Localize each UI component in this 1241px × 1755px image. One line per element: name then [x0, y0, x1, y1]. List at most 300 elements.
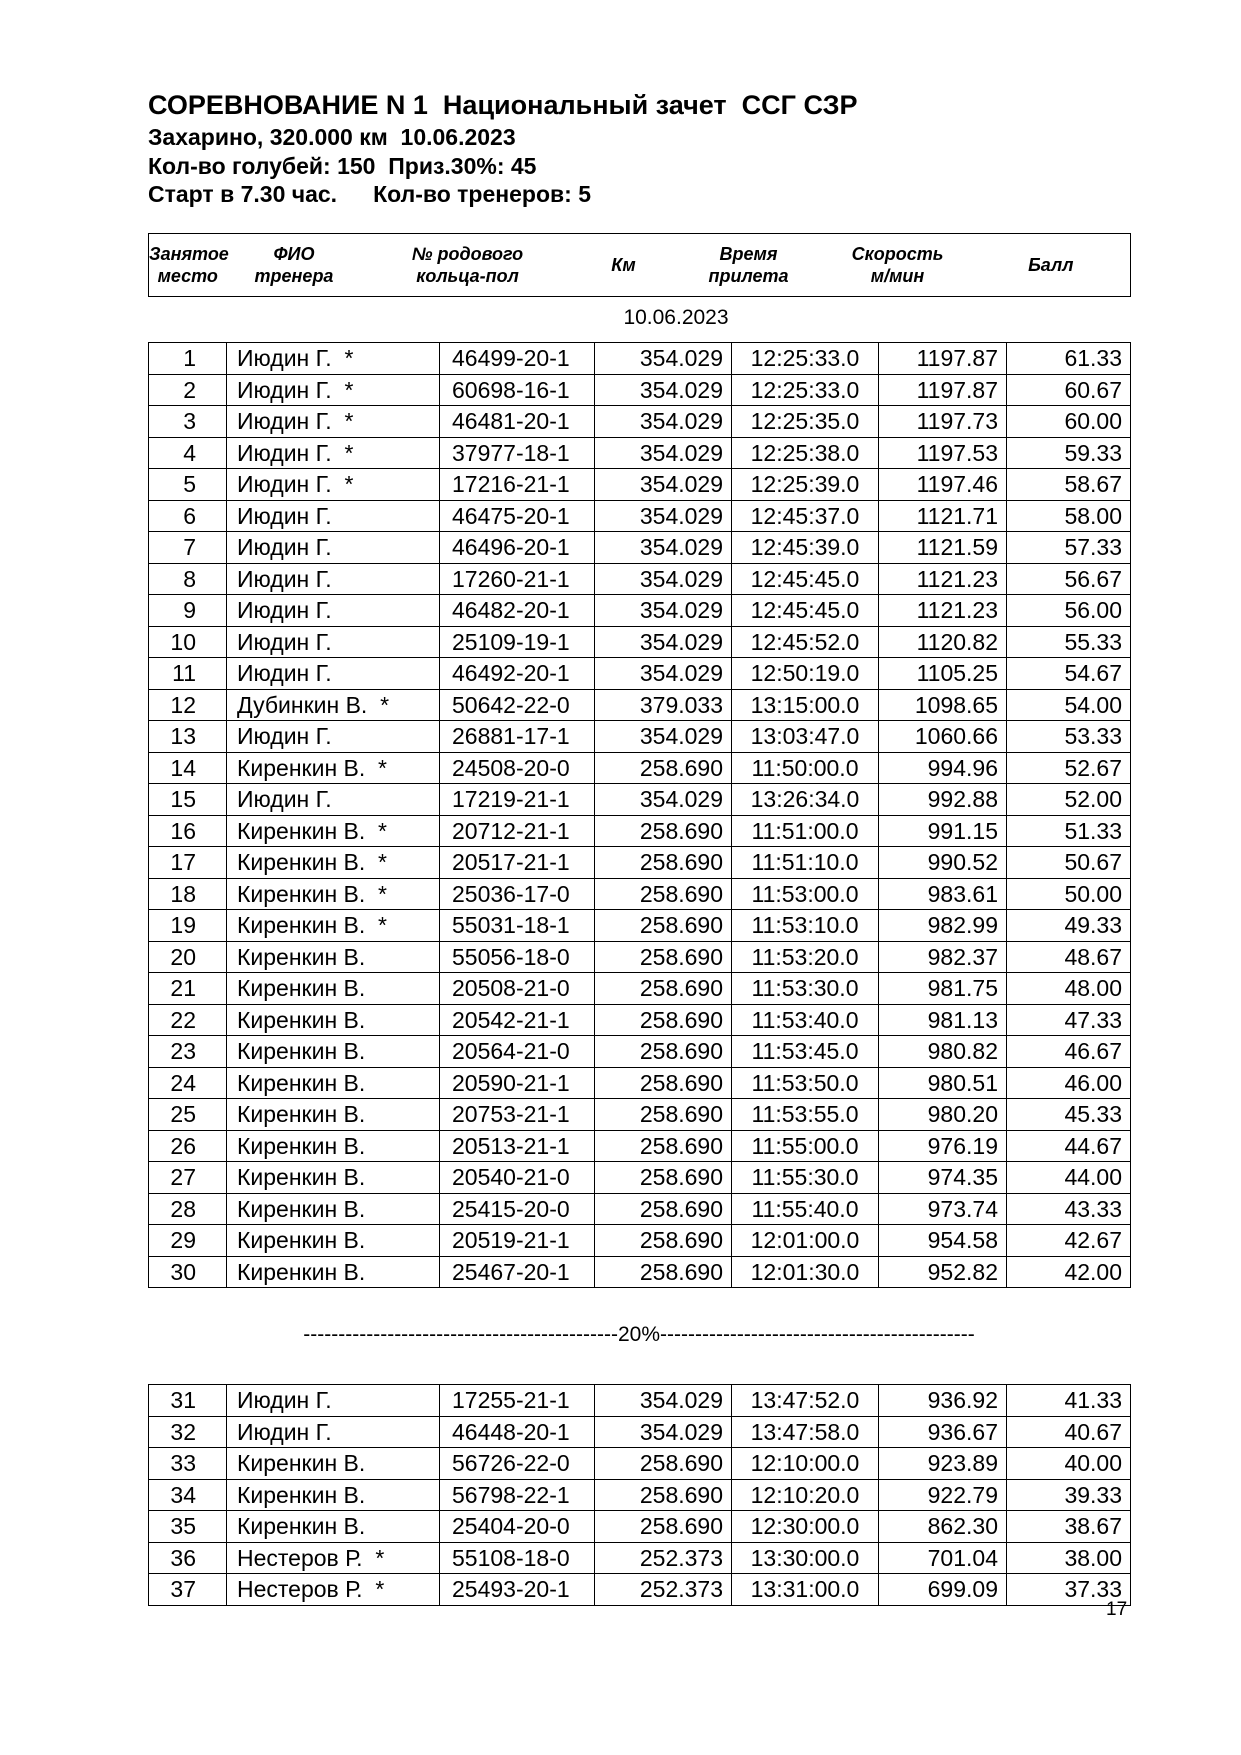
cell-place: 25 — [149, 1099, 227, 1131]
cell-score: 39.33 — [1007, 1479, 1131, 1511]
cell-km: 258.690 — [595, 1256, 732, 1288]
cell-speed: 952.82 — [879, 1256, 1007, 1288]
cell-speed: 991.15 — [879, 815, 1007, 847]
cell-arrival-time: 13:47:58.0 — [732, 1416, 879, 1448]
cell-speed: 1120.82 — [879, 626, 1007, 658]
cell-arrival-time: 12:45:52.0 — [732, 626, 879, 658]
cell-arrival-time: 13:26:34.0 — [732, 784, 879, 816]
cell-km: 258.690 — [595, 1036, 732, 1068]
cell-arrival-time: 12:10:00.0 — [732, 1448, 879, 1480]
location-line: Захарино, 320.000 км 10.06.2023 — [148, 124, 516, 150]
cell-place: 20 — [149, 941, 227, 973]
table-row — [149, 910, 1131, 942]
cell-ring: 46496-20-1 — [440, 532, 595, 564]
cell-ring: 20712-21-1 — [440, 815, 595, 847]
cell-trainer: Июдин Г. * — [227, 343, 440, 375]
table-row — [149, 878, 1131, 910]
cell-ring: 17219-21-1 — [440, 784, 595, 816]
cell-place: 6 — [149, 500, 227, 532]
table-row — [149, 1036, 1131, 1068]
table-row — [149, 689, 1131, 721]
cell-place: 36 — [149, 1542, 227, 1574]
table-row — [149, 973, 1131, 1005]
cell-place: 7 — [149, 532, 227, 564]
cell-score: 53.33 — [1007, 721, 1131, 753]
cell-score: 58.67 — [1007, 469, 1131, 501]
cell-ring: 46475-20-1 — [440, 500, 595, 532]
cell-speed: 1121.23 — [879, 563, 1007, 595]
cell-speed: 862.30 — [879, 1511, 1007, 1543]
cell-place: 37 — [149, 1574, 227, 1606]
cell-trainer: Июдин Г. — [227, 626, 440, 658]
cell-arrival-time: 12:45:37.0 — [732, 500, 879, 532]
cell-speed: 923.89 — [879, 1448, 1007, 1480]
cell-arrival-time: 11:51:10.0 — [732, 847, 879, 879]
cell-speed: 1197.87 — [879, 343, 1007, 375]
cell-arrival-time: 11:53:10.0 — [732, 910, 879, 942]
cell-trainer: Июдин Г. * — [227, 374, 440, 406]
table-row — [149, 1542, 1131, 1574]
cell-arrival-time: 11:55:00.0 — [732, 1130, 879, 1162]
table-row — [149, 815, 1131, 847]
table-row — [149, 1416, 1131, 1448]
cell-speed: 1197.53 — [879, 437, 1007, 469]
cell-arrival-time: 12:25:39.0 — [732, 469, 879, 501]
cell-score: 37.33 — [1007, 1574, 1131, 1606]
cell-arrival-time: 13:47:52.0 — [732, 1385, 879, 1417]
cell-km: 354.029 — [595, 595, 732, 627]
cell-km: 252.373 — [595, 1542, 732, 1574]
cell-speed: 981.13 — [879, 1004, 1007, 1036]
table-row — [149, 374, 1131, 406]
cell-trainer: Киренкин В. — [227, 1162, 440, 1194]
table-row — [149, 721, 1131, 753]
cell-arrival-time: 12:45:39.0 — [732, 532, 879, 564]
cell-score: 43.33 — [1007, 1193, 1131, 1225]
cell-arrival-time: 12:25:33.0 — [732, 343, 879, 375]
cell-ring: 55031-18-1 — [440, 910, 595, 942]
cell-score: 56.67 — [1007, 563, 1131, 595]
cell-place: 30 — [149, 1256, 227, 1288]
cell-ring: 17260-21-1 — [440, 563, 595, 595]
cell-trainer: Киренкин В. * — [227, 910, 440, 942]
cell-arrival-time: 12:45:45.0 — [732, 563, 879, 595]
cell-ring: 20542-21-1 — [440, 1004, 595, 1036]
cell-place: 21 — [149, 973, 227, 1005]
cell-speed: 1197.73 — [879, 406, 1007, 438]
cell-ring: 20508-21-0 — [440, 973, 595, 1005]
cell-km: 258.690 — [595, 1193, 732, 1225]
cell-trainer: Нестеров Р. * — [227, 1542, 440, 1574]
cell-place: 5 — [149, 469, 227, 501]
cell-place: 35 — [149, 1511, 227, 1543]
cell-speed: 976.19 — [879, 1130, 1007, 1162]
cell-km: 354.029 — [595, 500, 732, 532]
cell-speed: 973.74 — [879, 1193, 1007, 1225]
cell-score: 48.00 — [1007, 973, 1131, 1005]
cell-km: 258.690 — [595, 1099, 732, 1131]
cell-km: 258.690 — [595, 878, 732, 910]
cell-arrival-time: 11:51:00.0 — [732, 815, 879, 847]
cell-ring: 46499-20-1 — [440, 343, 595, 375]
cell-km: 258.690 — [595, 1448, 732, 1480]
table-row — [149, 1099, 1131, 1131]
cell-score: 52.67 — [1007, 752, 1131, 784]
cell-km: 258.690 — [595, 973, 732, 1005]
cell-place: 32 — [149, 1416, 227, 1448]
table-row — [149, 1256, 1131, 1288]
cell-ring: 20519-21-1 — [440, 1225, 595, 1257]
start-line — [148, 183, 591, 206]
cell-ring: 46482-20-1 — [440, 595, 595, 627]
cell-place: 33 — [149, 1448, 227, 1480]
cell-arrival-time: 11:55:40.0 — [732, 1193, 879, 1225]
cell-km: 258.690 — [595, 1225, 732, 1257]
cell-arrival-time: 12:25:33.0 — [732, 374, 879, 406]
cell-score: 40.67 — [1007, 1416, 1131, 1448]
cell-score: 60.00 — [1007, 406, 1131, 438]
cell-score: 52.00 — [1007, 784, 1131, 816]
cell-score: 44.67 — [1007, 1130, 1131, 1162]
cell-speed: 980.51 — [879, 1067, 1007, 1099]
cell-km: 258.690 — [595, 847, 732, 879]
cell-speed: 990.52 — [879, 847, 1007, 879]
results-table-bottom — [148, 1384, 1131, 1606]
table-row — [149, 626, 1131, 658]
cell-trainer: Киренкин В. — [227, 1130, 440, 1162]
cell-trainer: Киренкин В. * — [227, 847, 440, 879]
cell-arrival-time: 13:03:47.0 — [732, 721, 879, 753]
cell-arrival-time: 12:50:19.0 — [732, 658, 879, 690]
cell-place: 3 — [149, 406, 227, 438]
cell-ring: 24508-20-0 — [440, 752, 595, 784]
cell-speed: 1121.23 — [879, 595, 1007, 627]
page-number: 17 — [1106, 1599, 1128, 1620]
cell-trainer: Дубинкин В. * — [227, 689, 440, 721]
cell-place: 4 — [149, 437, 227, 469]
cell-place: 8 — [149, 563, 227, 595]
cell-ring: 25415-20-0 — [440, 1193, 595, 1225]
cell-km: 258.690 — [595, 910, 732, 942]
cell-km: 354.029 — [595, 658, 732, 690]
cell-ring: 46448-20-1 — [440, 1416, 595, 1448]
cell-speed: 981.75 — [879, 973, 1007, 1005]
cell-trainer: Июдин Г. — [227, 721, 440, 753]
cell-trainer: Киренкин В. — [227, 1448, 440, 1480]
cell-ring: 26881-17-1 — [440, 721, 595, 753]
header-name: ФИО тренера — [254, 244, 334, 286]
header-ring: № родового кольца-пол — [411, 244, 524, 286]
cell-arrival-time: 12:10:20.0 — [732, 1479, 879, 1511]
cell-ring: 46492-20-1 — [440, 658, 595, 690]
cell-trainer: Июдин Г. — [227, 1385, 440, 1417]
cell-trainer: Киренкин В. — [227, 1225, 440, 1257]
cell-ring: 55056-18-0 — [440, 941, 595, 973]
cell-km: 258.690 — [595, 1130, 732, 1162]
cell-ring: 55108-18-0 — [440, 1542, 595, 1574]
cell-score: 57.33 — [1007, 532, 1131, 564]
cell-place: 31 — [149, 1385, 227, 1417]
cell-ring: 37977-18-1 — [440, 437, 595, 469]
cell-trainer: Киренкин В. — [227, 1511, 440, 1543]
flight-date: 10.06.2023 — [623, 306, 729, 329]
cell-score: 44.00 — [1007, 1162, 1131, 1194]
cell-speed: 922.79 — [879, 1479, 1007, 1511]
cell-trainer: Июдин Г. * — [227, 406, 440, 438]
cell-trainer: Киренкин В. — [227, 1004, 440, 1036]
start-time: Старт в 7.30 час. — [148, 181, 338, 207]
cell-trainer: Июдин Г. * — [227, 437, 440, 469]
cell-km: 354.029 — [595, 532, 732, 564]
cell-score: 61.33 — [1007, 343, 1131, 375]
cell-place: 27 — [149, 1162, 227, 1194]
cell-ring: 17216-21-1 — [440, 469, 595, 501]
cell-km: 354.029 — [595, 626, 732, 658]
cell-speed: 1121.59 — [879, 532, 1007, 564]
cell-speed: 936.92 — [879, 1385, 1007, 1417]
cell-score: 46.67 — [1007, 1036, 1131, 1068]
cell-score: 47.33 — [1007, 1004, 1131, 1036]
cell-speed: 701.04 — [879, 1542, 1007, 1574]
table-row — [149, 532, 1131, 564]
cell-speed: 1060.66 — [879, 721, 1007, 753]
cell-arrival-time: 11:53:50.0 — [732, 1067, 879, 1099]
table-row — [149, 1574, 1131, 1606]
cell-trainer: Киренкин В. * — [227, 815, 440, 847]
cell-km: 258.690 — [595, 1067, 732, 1099]
cell-trainer: Июдин Г. — [227, 532, 440, 564]
cell-place: 12 — [149, 689, 227, 721]
cell-arrival-time: 12:30:00.0 — [732, 1511, 879, 1543]
cell-km: 354.029 — [595, 437, 732, 469]
cell-km: 258.690 — [595, 815, 732, 847]
cell-ring: 60698-16-1 — [440, 374, 595, 406]
cell-speed: 983.61 — [879, 878, 1007, 910]
cell-km: 258.690 — [595, 1004, 732, 1036]
cell-km: 354.029 — [595, 721, 732, 753]
cell-arrival-time: 12:45:45.0 — [732, 595, 879, 627]
cell-arrival-time: 12:25:38.0 — [732, 437, 879, 469]
cell-place: 19 — [149, 910, 227, 942]
table-row — [149, 437, 1131, 469]
cell-speed: 954.58 — [879, 1225, 1007, 1257]
cell-trainer: Июдин Г. — [227, 500, 440, 532]
table-row — [149, 500, 1131, 532]
results-table-header — [148, 233, 1131, 297]
cell-km: 258.690 — [595, 1162, 732, 1194]
cell-trainer: Июдин Г. — [227, 595, 440, 627]
cell-km: 354.029 — [595, 1416, 732, 1448]
cell-km: 258.690 — [595, 752, 732, 784]
cell-ring: 20753-21-1 — [440, 1099, 595, 1131]
header-score: Балл — [972, 234, 1131, 297]
cell-trainer: Июдин Г. * — [227, 469, 440, 501]
cell-speed: 994.96 — [879, 752, 1007, 784]
cell-trainer: Киренкин В. — [227, 1479, 440, 1511]
table-row — [149, 1225, 1131, 1257]
table-row — [149, 343, 1131, 375]
cell-ring: 56726-22-0 — [440, 1448, 595, 1480]
cell-speed: 699.09 — [879, 1574, 1007, 1606]
results-table-top — [148, 342, 1131, 1288]
cell-score: 54.00 — [1007, 689, 1131, 721]
table-row — [149, 563, 1131, 595]
cell-place: 29 — [149, 1225, 227, 1257]
cell-place: 15 — [149, 784, 227, 816]
cell-ring: 56798-22-1 — [440, 1479, 595, 1511]
cell-trainer: Нестеров Р. * — [227, 1574, 440, 1606]
table-row — [149, 1479, 1131, 1511]
cell-speed: 1197.46 — [879, 469, 1007, 501]
table-row — [149, 1448, 1131, 1480]
table-row — [149, 847, 1131, 879]
competition-title: СОРЕВНОВАНИЕ N 1 Национальный зачет ССГ СЗР — [148, 90, 858, 120]
cell-trainer: Июдин Г. — [227, 563, 440, 595]
cell-place: 17 — [149, 847, 227, 879]
cell-place: 10 — [149, 626, 227, 658]
cell-place: 9 — [149, 595, 227, 627]
cell-score: 60.67 — [1007, 374, 1131, 406]
cell-score: 49.33 — [1007, 910, 1131, 942]
cell-speed: 982.37 — [879, 941, 1007, 973]
cell-ring: 20564-21-0 — [440, 1036, 595, 1068]
cell-km: 354.029 — [595, 784, 732, 816]
cell-arrival-time: 13:15:00.0 — [732, 689, 879, 721]
cell-arrival-time: 11:53:55.0 — [732, 1099, 879, 1131]
cell-km: 354.029 — [595, 563, 732, 595]
cell-place: 24 — [149, 1067, 227, 1099]
cell-km: 354.029 — [595, 469, 732, 501]
cell-km: 258.690 — [595, 1479, 732, 1511]
cell-score: 55.33 — [1007, 626, 1131, 658]
cell-trainer: Киренкин В. * — [227, 878, 440, 910]
cell-ring: 25493-20-1 — [440, 1574, 595, 1606]
cell-arrival-time: 11:53:30.0 — [732, 973, 879, 1005]
cell-arrival-time: 12:01:00.0 — [732, 1225, 879, 1257]
cell-speed: 982.99 — [879, 910, 1007, 942]
table-row — [149, 752, 1131, 784]
cell-trainer: Киренкин В. * — [227, 752, 440, 784]
cell-speed: 992.88 — [879, 784, 1007, 816]
cell-place: 22 — [149, 1004, 227, 1036]
cell-score: 42.67 — [1007, 1225, 1131, 1257]
cell-ring: 20540-21-0 — [440, 1162, 595, 1194]
header-place: Занятое место — [149, 234, 227, 297]
header-time: Время прилета — [708, 244, 789, 286]
cell-km: 354.029 — [595, 406, 732, 438]
cell-arrival-time: 11:53:45.0 — [732, 1036, 879, 1068]
cell-km: 379.033 — [595, 689, 732, 721]
table-row — [149, 1193, 1131, 1225]
cell-arrival-time: 13:31:00.0 — [732, 1574, 879, 1606]
cell-score: 48.67 — [1007, 941, 1131, 973]
cell-speed: 980.20 — [879, 1099, 1007, 1131]
cell-score: 45.33 — [1007, 1099, 1131, 1131]
cell-place: 34 — [149, 1479, 227, 1511]
cell-place: 28 — [149, 1193, 227, 1225]
cell-ring: 25036-17-0 — [440, 878, 595, 910]
table-row — [149, 1385, 1131, 1417]
cell-ring: 17255-21-1 — [440, 1385, 595, 1417]
cell-score: 50.00 — [1007, 878, 1131, 910]
cell-trainer: Июдин Г. — [227, 1416, 440, 1448]
cell-place: 13 — [149, 721, 227, 753]
table-row — [149, 658, 1131, 690]
cell-km: 258.690 — [595, 1511, 732, 1543]
cell-ring: 20517-21-1 — [440, 847, 595, 879]
cell-ring: 25404-20-0 — [440, 1511, 595, 1543]
table-row — [149, 784, 1131, 816]
cell-score: 50.67 — [1007, 847, 1131, 879]
cell-place: 26 — [149, 1130, 227, 1162]
cell-score: 59.33 — [1007, 437, 1131, 469]
cell-trainer: Киренкин В. — [227, 1067, 440, 1099]
cell-speed: 1098.65 — [879, 689, 1007, 721]
cell-score: 41.33 — [1007, 1385, 1131, 1417]
cell-trainer: Киренкин В. — [227, 1256, 440, 1288]
table-row — [149, 1511, 1131, 1543]
header-speed: Скорость м/мин — [851, 244, 944, 286]
cell-score: 58.00 — [1007, 500, 1131, 532]
table-row — [149, 1162, 1131, 1194]
cell-km: 354.029 — [595, 343, 732, 375]
trainers-count: Кол-во тренеров: 5 — [373, 181, 592, 207]
cell-ring: 25109-19-1 — [440, 626, 595, 658]
cell-km: 258.690 — [595, 941, 732, 973]
cell-trainer: Киренкин В. — [227, 1099, 440, 1131]
cell-score: 38.00 — [1007, 1542, 1131, 1574]
table-row — [149, 469, 1131, 501]
cell-place: 2 — [149, 374, 227, 406]
cell-arrival-time: 12:01:30.0 — [732, 1256, 879, 1288]
cell-place: 11 — [149, 658, 227, 690]
prize-separator: ---------------------------------------------20%--------------------------------------------- — [303, 1323, 975, 1346]
cell-arrival-time: 11:53:40.0 — [732, 1004, 879, 1036]
cell-km: 354.029 — [595, 1385, 732, 1417]
cell-place: 14 — [149, 752, 227, 784]
pigeons-count-line: Кол-во голубей: 150 Приз.30%: 45 — [148, 153, 537, 179]
header-km: Км — [611, 255, 636, 275]
cell-speed: 1105.25 — [879, 658, 1007, 690]
cell-score: 51.33 — [1007, 815, 1131, 847]
table-row — [149, 406, 1131, 438]
table-row — [149, 1130, 1131, 1162]
cell-arrival-time: 11:55:30.0 — [732, 1162, 879, 1194]
cell-ring: 20590-21-1 — [440, 1067, 595, 1099]
cell-score: 40.00 — [1007, 1448, 1131, 1480]
cell-trainer: Июдин Г. — [227, 784, 440, 816]
cell-trainer: Киренкин В. — [227, 941, 440, 973]
table-row — [149, 941, 1131, 973]
cell-ring: 50642-22-0 — [440, 689, 595, 721]
cell-arrival-time: 13:30:00.0 — [732, 1542, 879, 1574]
cell-score: 56.00 — [1007, 595, 1131, 627]
cell-trainer: Июдин Г. — [227, 658, 440, 690]
cell-score: 46.00 — [1007, 1067, 1131, 1099]
table-row — [149, 1067, 1131, 1099]
cell-place: 16 — [149, 815, 227, 847]
cell-place: 23 — [149, 1036, 227, 1068]
cell-trainer: Киренкин В. — [227, 1036, 440, 1068]
cell-ring: 46481-20-1 — [440, 406, 595, 438]
cell-score: 54.67 — [1007, 658, 1131, 690]
cell-arrival-time: 11:53:20.0 — [732, 941, 879, 973]
cell-km: 354.029 — [595, 374, 732, 406]
cell-score: 38.67 — [1007, 1511, 1131, 1543]
cell-ring: 20513-21-1 — [440, 1130, 595, 1162]
cell-speed: 1197.87 — [879, 374, 1007, 406]
cell-arrival-time: 11:50:00.0 — [732, 752, 879, 784]
